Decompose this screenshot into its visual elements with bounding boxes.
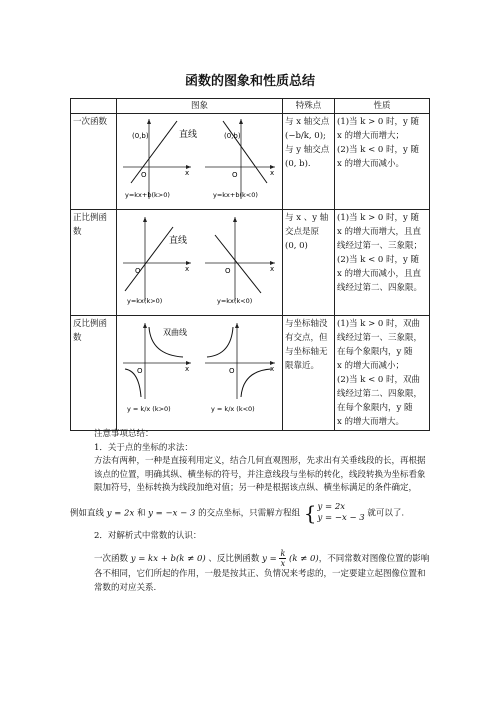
special-points-cell — [283, 114, 335, 210]
special-line: 限靠近。 — [285, 361, 320, 371]
line-label: 直线 — [169, 236, 188, 246]
origin-label: O — [135, 267, 141, 275]
origin-label: O — [137, 367, 143, 375]
property-line: 在每个象限内，y 随 — [337, 347, 413, 357]
property-line: (2)当 k < 0 时，双曲 — [337, 375, 421, 385]
equation-system — [318, 502, 365, 524]
special-line: 与坐标轴无 — [285, 347, 328, 357]
property-line: (2)当 k < 0 时，y 随 — [337, 255, 420, 265]
left-brace-icon: { — [303, 500, 317, 525]
note-2-title: 2．对解析式中常数的认识： — [94, 530, 202, 541]
property-line: x 的增大而增大； — [337, 131, 404, 141]
table-row — [71, 210, 430, 316]
note-text: 、反比例函数 — [208, 554, 260, 564]
property-line: x 的增大而增大。 — [337, 417, 404, 427]
caption-left: y=kx+b(k>0) — [125, 191, 170, 199]
page-title: 函数的图象和性质总结 — [184, 74, 315, 89]
header-properties: 性质 — [335, 99, 430, 114]
table-row — [71, 114, 430, 210]
figure-cell — [117, 210, 283, 316]
note-1-paragraph: 方法有两种，一种是直接利用定义，结合几何直观图形，先求出有关垂线段的长，再根据该点的位置，明确其纵、横坐标的符号，并注意线段与坐标的转化，线段转换为坐标看象限加符号，坐标转换为线段加绝对值；另一种是根据该点纵、横坐标满足的条件确定， — [94, 456, 426, 493]
equation: y = kx + b(k ≠ 0) — [130, 554, 206, 564]
notes-heading: 注意事项总结： — [94, 429, 154, 439]
x-axis-label: x — [185, 265, 190, 273]
properties-cell — [335, 114, 430, 210]
row-name: 正比例函数 — [71, 210, 117, 316]
equation: y = — [262, 554, 277, 564]
properties-cell — [335, 316, 430, 431]
equation: y = 2x — [106, 508, 135, 518]
origin-label: O — [225, 267, 231, 275]
caption-left: y = k/x (k>0) — [127, 405, 171, 413]
table-row — [71, 316, 430, 431]
special-line: 与 x 、y 轴 — [285, 213, 329, 223]
header-figure: 图象 — [117, 99, 283, 114]
inverse-function-graphs — [119, 317, 279, 417]
proportional-function-graphs — [119, 211, 279, 307]
special-points-cell — [283, 316, 335, 431]
curve-label: 双曲线 — [163, 328, 187, 337]
x-axis-label: x — [185, 365, 190, 373]
linear-function-graphs — [119, 115, 279, 205]
row-name: 反比例函数 — [71, 316, 117, 431]
origin-label: O — [232, 171, 238, 179]
special-line: (0, 0) — [285, 241, 308, 251]
figure-cell — [117, 316, 283, 431]
point-label: (0,b) — [224, 132, 241, 140]
notes-section — [70, 428, 430, 595]
system-eq-2: y = −x − 3 — [317, 512, 365, 523]
property-line: (1)当 k > 0 时，y 随 — [337, 117, 420, 127]
special-line: (0, b). — [285, 159, 311, 169]
example-text: 就可以了. — [367, 508, 405, 518]
note-text: 一次函数 — [94, 554, 129, 564]
special-line: 与 x 轴交点 — [285, 117, 330, 127]
property-line: (1)当 k > 0 时，y 随 — [337, 213, 420, 223]
property-line: 线经过第一、三象限， — [337, 333, 423, 343]
note-1-title: 1．关于点的坐标的求法： — [94, 442, 193, 453]
caption-right: y=kx(k<0) — [217, 297, 253, 305]
note-1-example — [70, 502, 430, 524]
row-name: 一次函数 — [71, 114, 117, 210]
example-text: 和 — [136, 508, 146, 518]
header-special-points: 特殊点 — [283, 99, 335, 114]
x-axis-label: x — [270, 365, 275, 373]
line-label: 直线 — [179, 130, 198, 140]
equation: (k ≠ 0) — [289, 554, 319, 564]
summary-table — [70, 98, 430, 431]
property-line: x 的增大而减小； — [337, 361, 404, 371]
x-axis-label: x — [270, 169, 275, 177]
fraction — [279, 549, 286, 568]
point-label: (0,b) — [132, 132, 149, 140]
fraction-denominator: x — [280, 559, 286, 568]
special-line: 有交点，但 — [285, 333, 328, 343]
table-header-row — [71, 99, 430, 114]
x-axis-label: x — [270, 265, 275, 273]
special-line: 与 y 轴交点 — [285, 145, 330, 155]
property-line: x 的增大而减小，且直 — [337, 269, 421, 279]
property-line: x 的增大而减小。 — [337, 159, 404, 169]
properties-cell — [335, 210, 430, 316]
origin-label: O — [229, 367, 235, 375]
caption-left: y=kx(k>0) — [127, 297, 163, 305]
special-line: 与坐标轴没 — [285, 319, 328, 329]
example-text: 例如直线 — [70, 508, 105, 518]
property-line: 线经过第一、三象限； — [337, 241, 423, 251]
note-2-paragraph — [70, 549, 430, 595]
x-axis-label: x — [185, 169, 190, 177]
property-line: 线经过第二、四象限。 — [337, 283, 423, 293]
system-eq-1: y = 2x — [317, 501, 346, 512]
example-text: 的交点坐标，只需解方程组 — [198, 508, 301, 518]
property-line: 线经过第二、四象限， — [337, 389, 423, 399]
fraction-numerator: k — [280, 549, 286, 558]
special-line: (−b/k, 0); — [285, 131, 326, 141]
property-line: 在每个象限内，y 随 — [337, 403, 413, 413]
property-line: x 的增大而增大，且直 — [337, 227, 421, 237]
property-line: (2)当 k < 0 时，y 随 — [337, 145, 420, 155]
property-line: (1)当 k > 0 时，双曲 — [337, 319, 421, 329]
figure-cell — [117, 114, 283, 210]
special-points-cell — [283, 210, 335, 316]
header-empty — [71, 99, 117, 114]
caption-right: y = k/x (k<0) — [211, 405, 255, 413]
equation: y = −x − 3 — [148, 508, 196, 518]
caption-right: y=kx+b(k<0) — [213, 191, 258, 199]
special-line: 交点是原 — [285, 227, 320, 237]
origin-label: O — [141, 171, 147, 179]
note-text: ，不同常数对图像位置的影响各不相同，它们所起的作用，一般是按其正、负情况来考虑的，一定要建立起图像位置和常数的对应关系. — [94, 554, 430, 593]
